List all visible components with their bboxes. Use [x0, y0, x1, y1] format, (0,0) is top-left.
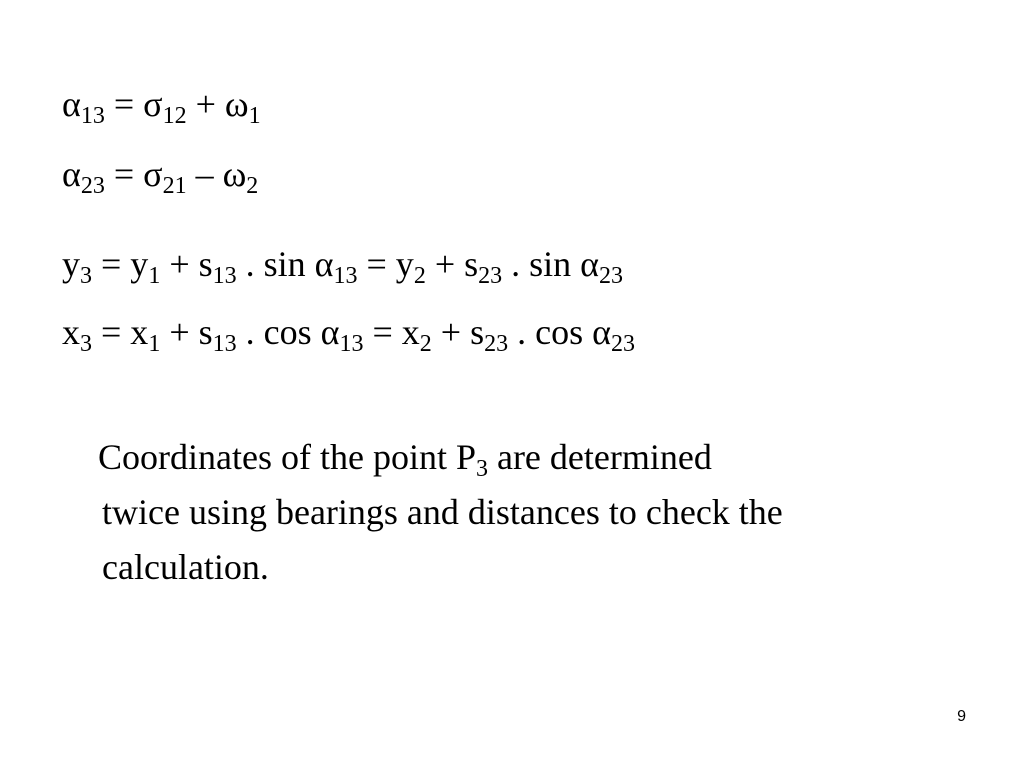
- subscript: 13: [80, 103, 105, 129]
- subscript: 23: [484, 331, 509, 357]
- equation-text: + s: [160, 244, 213, 284]
- equation-text: + ω: [186, 84, 249, 124]
- explanation-paragraph: [98, 430, 978, 595]
- subscript: 3: [80, 263, 92, 289]
- subscript: 1: [148, 331, 161, 357]
- subscript: 23: [80, 173, 105, 199]
- equation-text: x: [62, 312, 80, 352]
- equation-text: y: [62, 244, 80, 284]
- subscript: 13: [212, 263, 237, 289]
- paragraph-line-1: [98, 430, 978, 485]
- equation-text: = σ: [104, 154, 163, 194]
- equation-text: = y: [92, 244, 149, 284]
- subscript: 12: [162, 103, 187, 129]
- equation-text: α: [62, 154, 81, 194]
- subscript: 13: [333, 263, 358, 289]
- subscript: 23: [610, 331, 635, 357]
- paragraph-line-3: calculation.: [102, 547, 269, 587]
- paragraph-text: are determined: [487, 437, 712, 477]
- equation-text: + s: [425, 244, 479, 284]
- subscript: 2: [419, 331, 432, 357]
- subscript: 1: [248, 103, 261, 129]
- equation-text: = σ: [104, 84, 163, 124]
- equation-y3: [62, 244, 623, 289]
- subscript: 3: [475, 456, 488, 482]
- subscript: 3: [80, 331, 92, 357]
- equation-text: . cos α: [508, 312, 611, 352]
- equation-x3: [62, 312, 635, 357]
- equation-alpha13: [62, 84, 261, 129]
- equation-alpha23: [62, 154, 259, 199]
- equation-text: + s: [431, 312, 485, 352]
- equation-text: . sin α: [502, 244, 599, 284]
- subscript: 13: [339, 331, 364, 357]
- subscript: 23: [478, 263, 503, 289]
- subscript: 21: [162, 173, 187, 199]
- equation-text: = x: [92, 312, 149, 352]
- equation-text: . sin α: [236, 244, 334, 284]
- paragraph-line-2: twice using bearings and distances to check the: [102, 492, 783, 532]
- paragraph-text: Coordinates of the point P: [98, 437, 476, 477]
- equation-text: + s: [160, 312, 213, 352]
- subscript: 2: [246, 173, 259, 199]
- subscript: 2: [413, 263, 426, 289]
- subscript: 1: [148, 263, 161, 289]
- subscript: 23: [599, 263, 623, 289]
- equation-text: α: [62, 84, 81, 124]
- equation-text: = x: [363, 312, 420, 352]
- subscript: 13: [212, 331, 237, 357]
- equation-text: – ω: [186, 154, 247, 194]
- page-number: 9: [957, 708, 966, 725]
- equation-text: . cos α: [236, 312, 340, 352]
- equation-text: = y: [357, 244, 414, 284]
